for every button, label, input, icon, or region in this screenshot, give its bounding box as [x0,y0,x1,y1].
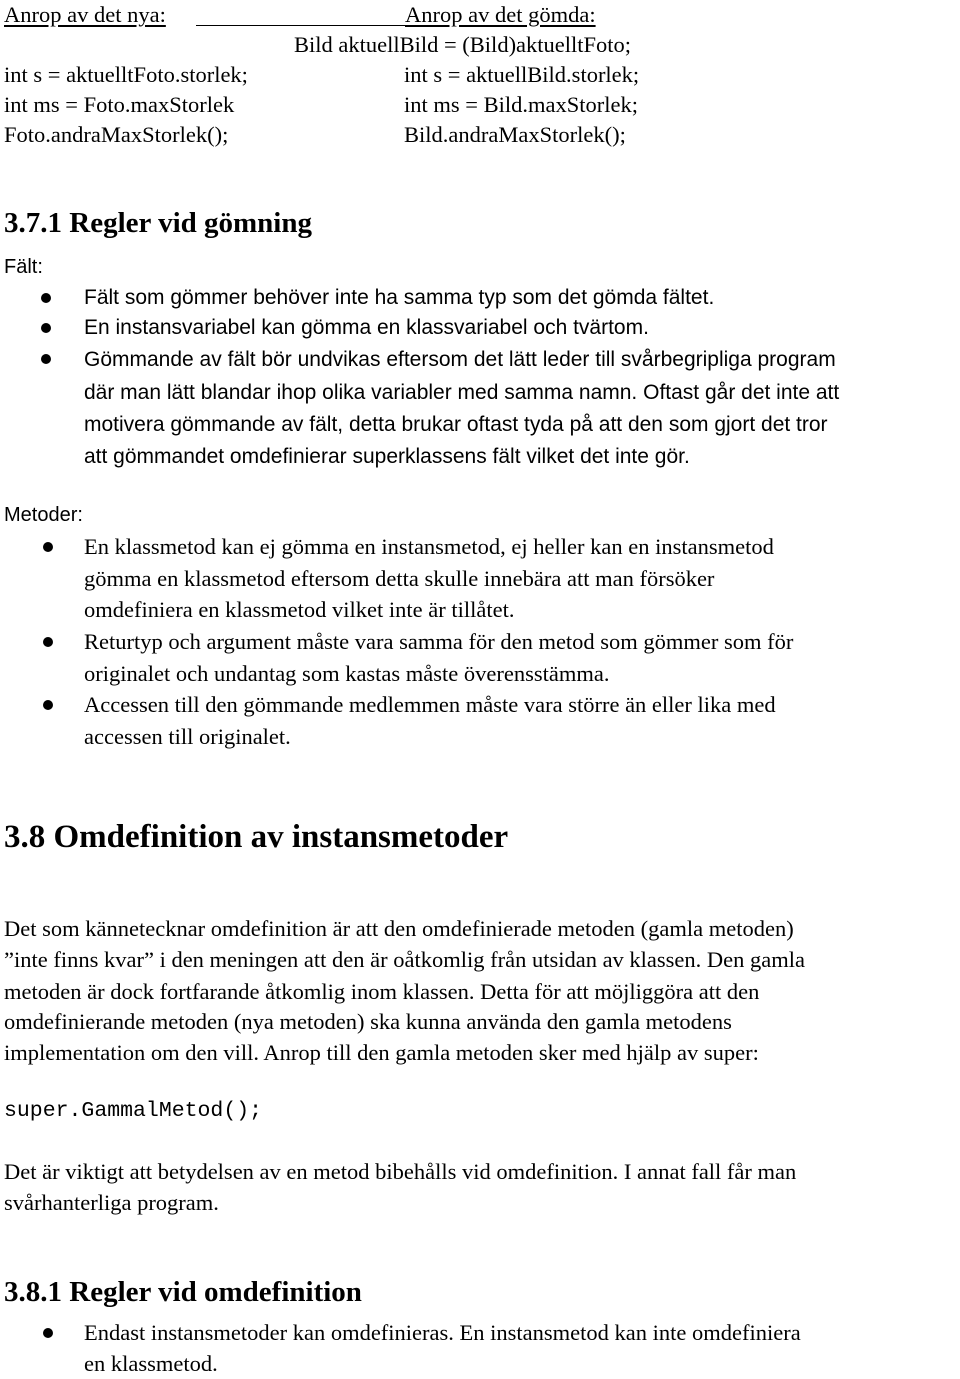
falt-rule-line: motivera gömmande av fält, detta brukar oftast tyda på att den som gjort det tror [84,413,828,436]
falt-rule-line: att gömmandet omdefinierar superklassens fält vilket det inte gör. [84,445,690,468]
paragraph-line: metoden är dock fortfarande åtkomlig inom klassen. Detta för att möjliggöra att den [4,979,760,1004]
falt-label: Fält: [4,256,43,278]
metoder-rule-line: En klassmetod kan ej gömma en instansmetod, ej heller kan en instansmetod [84,534,774,559]
metoder-rule-line: gömma en klassmetod eftersom detta skulle innebära att man försöker [84,566,715,591]
paragraph-line: omdefinierande metoden (nya metoden) ska kunna använda den gamla metodens [4,1009,732,1034]
metoder-rule-line: originalet och undantag som kastas måste överensstämma. [84,661,610,686]
paragraph-line: implementation om den vill. Anrop till den gamla metoden sker med hjälp av super: [4,1040,759,1065]
omdefinition-rule-line: Endast instansmetoder kan omdefinieras. En instansmetod kan inte omdefiniera [84,1320,801,1345]
left-code-line: Foto.andraMaxStorlek(); [4,122,229,147]
code-snippet: super.GammalMetod(); [4,1099,263,1123]
bullet-icon [43,700,53,710]
bullet-icon [41,354,51,364]
metoder-label: Metoder: [4,504,83,526]
metoder-rule-line: omdefiniera en klassmetod vilket inte är tillåtet. [84,597,515,622]
bullet-icon [43,542,53,552]
right-code-line: int ms = Bild.maxStorlek; [404,92,638,117]
falt-rule-line: där man lätt blandar ihop olika variabler med samma namn. Oftast går det inte att [84,381,840,404]
section-heading-3-8: 3.8 Omdefinition av instansmetoder [4,819,509,855]
section-heading-3-8-1: 3.8.1 Regler vid omdefinition [4,1276,362,1308]
bullet-icon [43,1328,53,1338]
paragraph-line: Det som kännetecknar omdefinition är att den omdefinierade metoden (gamla metoden) [4,916,794,941]
omdefinition-rule-line: en klassmetod. [84,1351,218,1376]
metoder-rule-line: Accessen till den gömmande medlemmen måste vara större än eller lika med [84,692,776,717]
heading-underline-gap [196,0,406,26]
falt-rule-line: Fält som gömmer behöver inte ha samma typ som det gömda fältet. [84,286,715,309]
bullet-icon [41,293,51,303]
paragraph-line: Det är viktigt att betydelsen av en metod bibehålls vid omdefinition. I annat fall får man [4,1159,797,1184]
paragraph-line: ”inte finns kvar” i den meningen att den är oåtkomlig från utsidan av klassen. Den gamla [4,947,806,972]
cast-line: Bild aktuellBild = (Bild)aktuelltFoto; [294,32,632,57]
right-code-line: Bild.andraMaxStorlek(); [404,122,626,147]
paragraph-line: svårhanterliga program. [4,1190,219,1215]
left-column-heading: Anrop av det nya: [4,2,166,27]
right-code-line: int s = aktuellBild.storlek; [404,62,640,87]
metoder-rule-line: accessen till originalet. [84,724,291,749]
bullet-icon [41,323,51,333]
left-code-line: int ms = Foto.maxStorlek [4,92,235,117]
section-heading-3-7-1: 3.7.1 Regler vid gömning [4,207,312,239]
left-code-line: int s = aktuelltFoto.storlek; [4,62,248,87]
falt-rule-line: Gömmande av fält bör undvikas eftersom det lätt leder till svårbegripliga program [84,348,836,371]
metoder-rule-line: Returtyp och argument måste vara samma för den metod som gömmer som för [84,629,794,654]
right-column-heading: Anrop av det gömda: [405,2,596,27]
bullet-icon [43,637,53,647]
falt-rule-line: En instansvariabel kan gömma en klassvariabel och tvärtom. [84,316,649,339]
